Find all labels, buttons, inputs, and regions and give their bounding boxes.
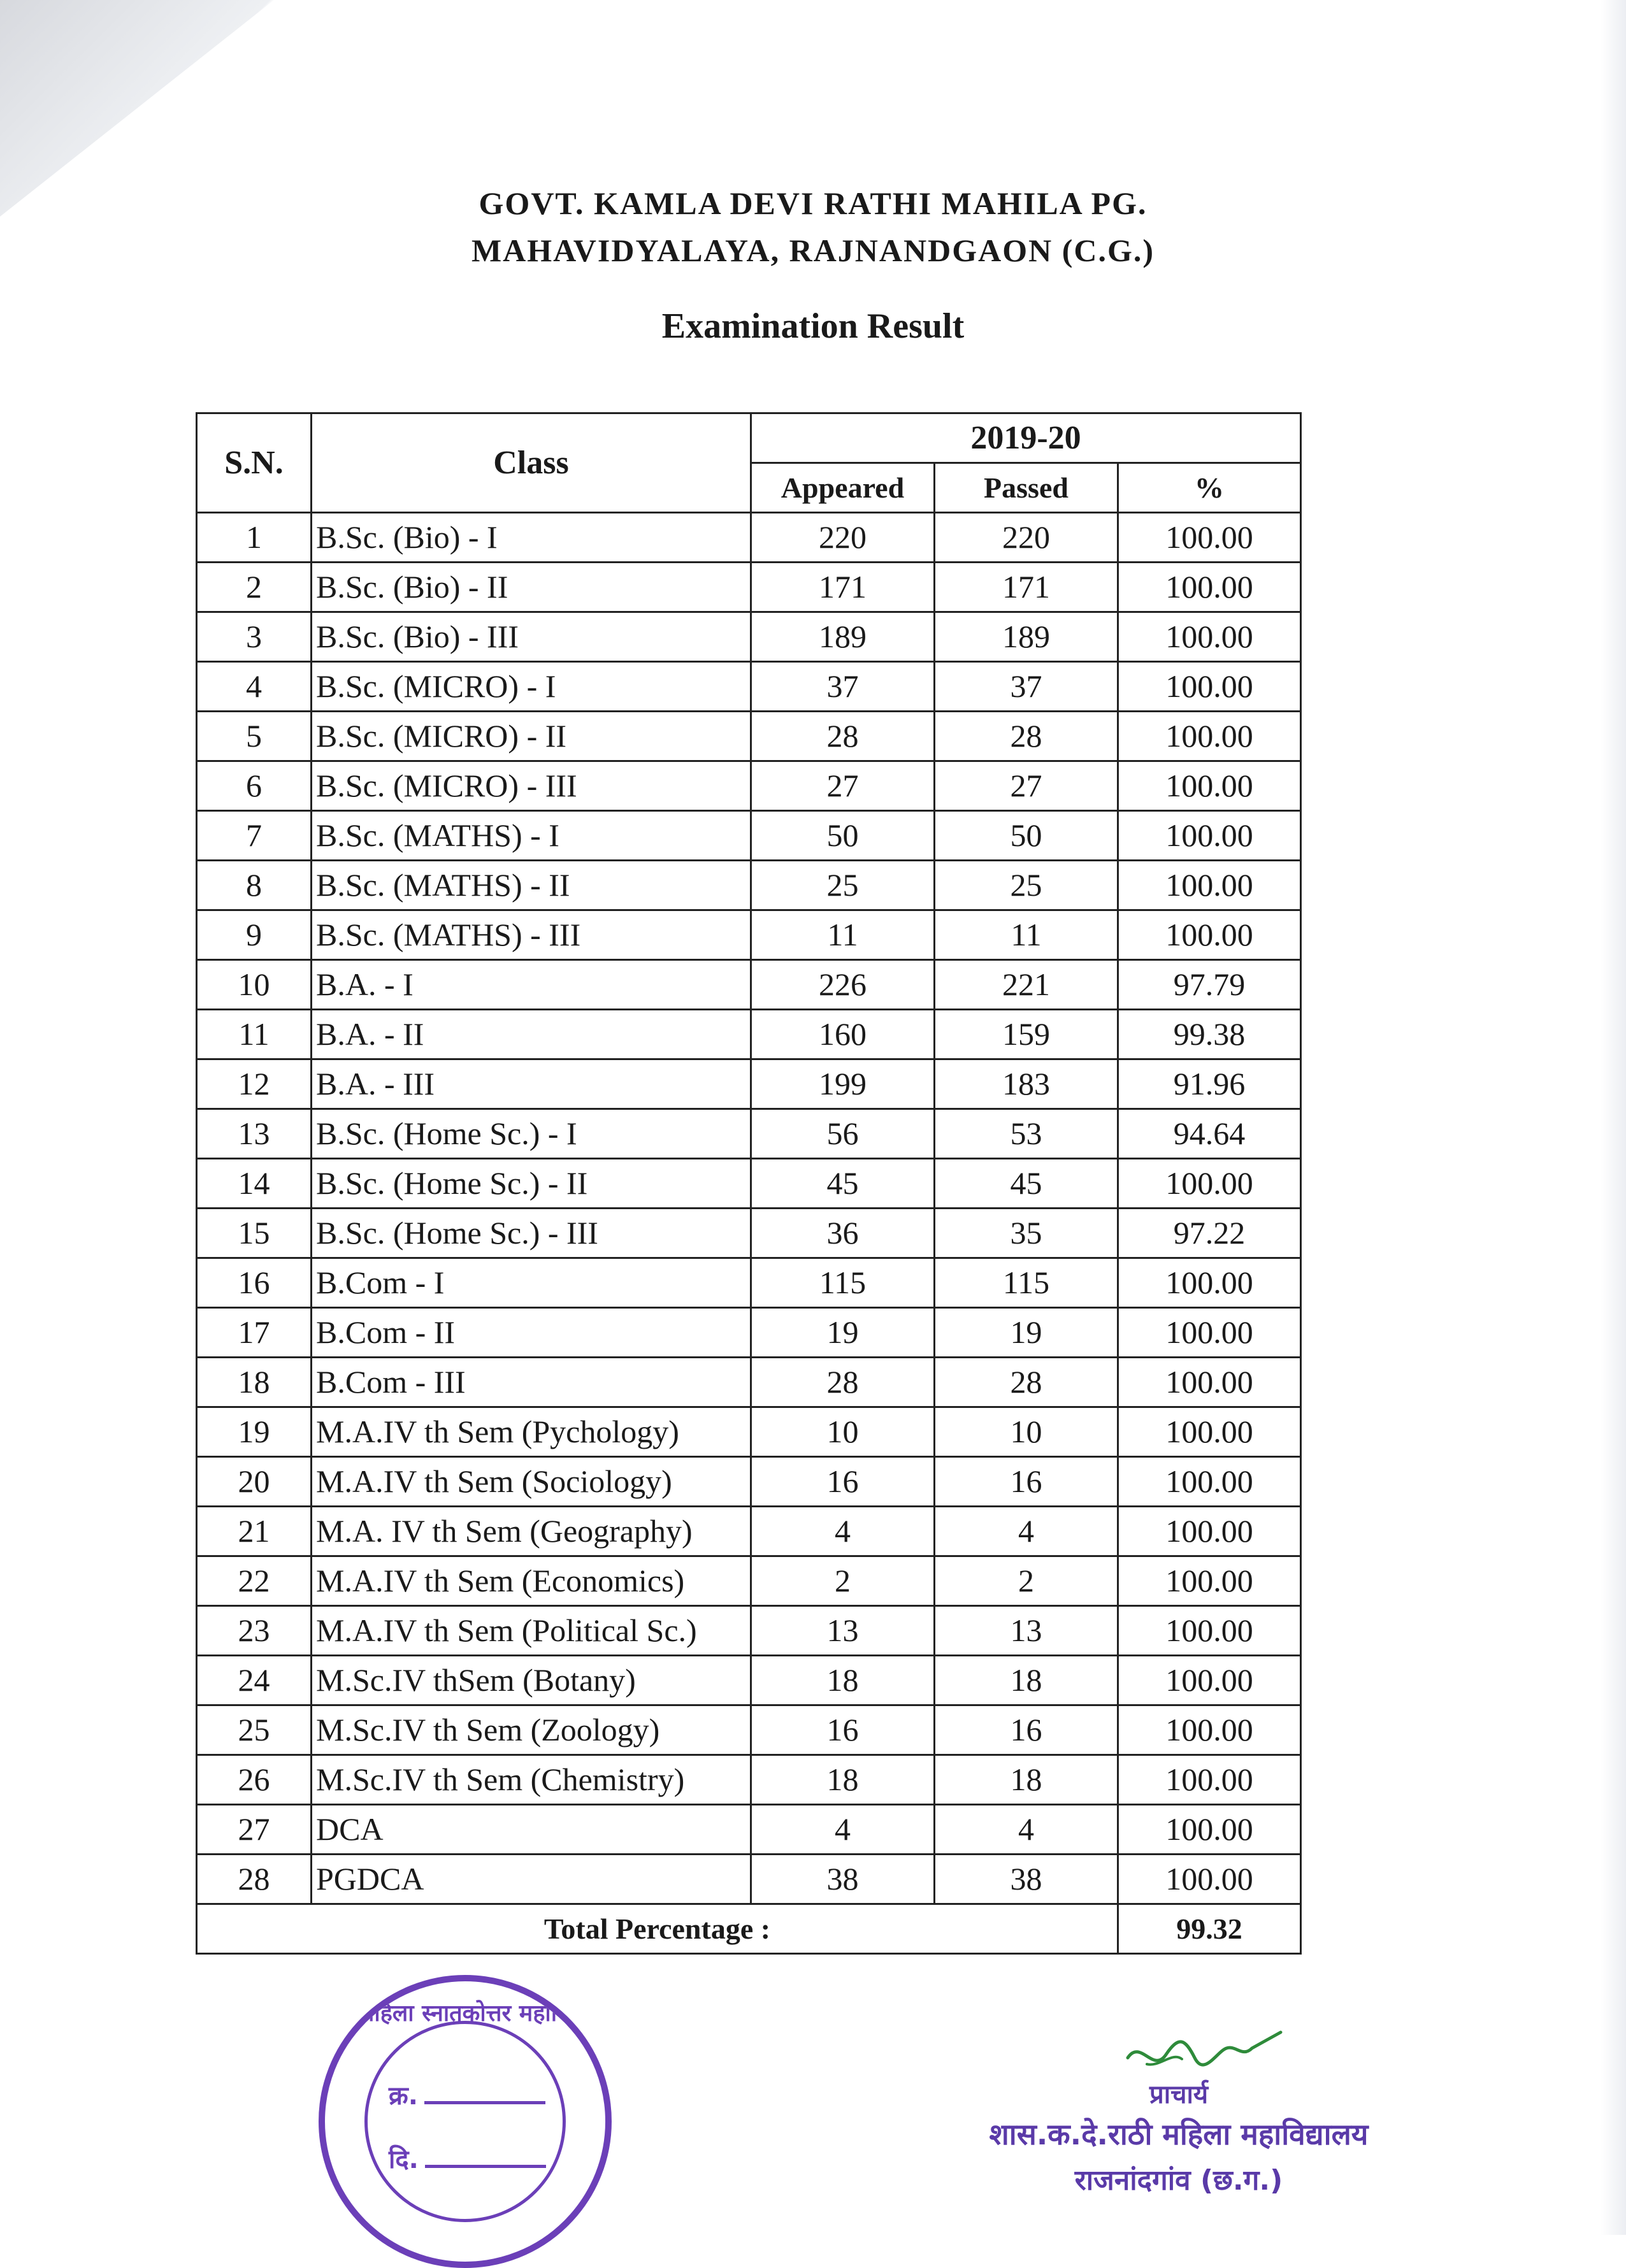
cell-appeared: 226 <box>751 960 935 1010</box>
cell-class: B.Sc. (Home Sc.) - II <box>312 1159 751 1209</box>
cell-sn: 11 <box>197 1010 312 1059</box>
seal-ring-text: महिला स्नातकोत्तर महावि <box>360 2000 570 2027</box>
cell-percent: 100.00 <box>1118 1606 1301 1656</box>
cell-sn: 2 <box>197 563 312 612</box>
table-row <box>197 1656 1301 1705</box>
cell-class: B.A. - III <box>312 1059 751 1109</box>
cell-sn: 5 <box>197 712 312 761</box>
cell-sn: 7 <box>197 811 312 861</box>
principal-place-stamp: राजनांदगांव (छ.ग.) <box>1074 2164 1283 2197</box>
cell-appeared: 27 <box>751 761 935 811</box>
table-row <box>197 563 1301 612</box>
table-row <box>197 761 1301 811</box>
cell-passed: 221 <box>935 960 1118 1010</box>
cell-passed: 18 <box>935 1755 1118 1805</box>
cell-percent: 100.00 <box>1118 761 1301 811</box>
cell-appeared: 13 <box>751 1606 935 1656</box>
cell-percent: 100.00 <box>1118 662 1301 712</box>
cell-appeared: 18 <box>751 1656 935 1705</box>
cell-passed: 37 <box>935 662 1118 712</box>
cell-percent: 100.00 <box>1118 1308 1301 1358</box>
cell-appeared: 56 <box>751 1109 935 1159</box>
total-percentage-value: 99.32 <box>1118 1904 1301 1954</box>
cell-percent: 100.00 <box>1118 1656 1301 1705</box>
cell-sn: 26 <box>197 1755 312 1805</box>
table-row <box>197 1159 1301 1209</box>
cell-passed: 53 <box>935 1109 1118 1159</box>
cell-class: B.Sc. (MATHS) - I <box>312 811 751 861</box>
seal-number-field <box>389 2077 545 2112</box>
result-table-body <box>197 513 1301 1904</box>
cell-appeared: 37 <box>751 662 935 712</box>
cell-sn: 9 <box>197 910 312 960</box>
cell-passed: 4 <box>935 1507 1118 1556</box>
cell-percent: 94.64 <box>1118 1109 1301 1159</box>
cell-class: B.Sc. (Home Sc.) - III <box>312 1209 751 1258</box>
cell-percent: 100.00 <box>1118 1855 1301 1904</box>
cell-class: M.A. IV th Sem (Geography) <box>312 1507 751 1556</box>
cell-passed: 27 <box>935 761 1118 811</box>
cell-passed: 28 <box>935 1358 1118 1407</box>
table-row <box>197 612 1301 662</box>
college-name-line1: GOVT. KAMLA DEVI RATHI MAHILA PG. <box>478 185 1148 221</box>
table-row <box>197 1805 1301 1855</box>
cell-sn: 28 <box>197 1855 312 1904</box>
header-sn: S.N. <box>197 413 312 513</box>
cell-passed: 50 <box>935 811 1118 861</box>
cell-appeared: 189 <box>751 612 935 662</box>
cell-passed: 45 <box>935 1159 1118 1209</box>
table-row <box>197 1507 1301 1556</box>
cell-class: M.A.IV th Sem (Political Sc.) <box>312 1606 751 1656</box>
header-percent: % <box>1118 463 1301 513</box>
cell-class: B.Sc. (MICRO) - I <box>312 662 751 712</box>
result-table-footer <box>197 1904 1301 1954</box>
cell-passed: 171 <box>935 563 1118 612</box>
cell-appeared: 199 <box>751 1059 935 1109</box>
cell-sn: 6 <box>197 761 312 811</box>
header-class: Class <box>312 413 751 513</box>
cell-appeared: 28 <box>751 1358 935 1407</box>
table-row <box>197 1358 1301 1407</box>
table-row <box>197 811 1301 861</box>
table-row <box>197 1755 1301 1805</box>
cell-sn: 10 <box>197 960 312 1010</box>
cell-percent: 100.00 <box>1118 1358 1301 1407</box>
cell-passed: 16 <box>935 1705 1118 1755</box>
cell-percent: 100.00 <box>1118 563 1301 612</box>
cell-appeared: 220 <box>751 513 935 563</box>
table-row <box>197 1010 1301 1059</box>
cell-sn: 4 <box>197 662 312 712</box>
result-table-header <box>197 413 1301 513</box>
cell-class: B.Sc. (Bio) - I <box>312 513 751 563</box>
seal-date-field <box>389 2141 546 2176</box>
table-row <box>197 1457 1301 1507</box>
cell-passed: 2 <box>935 1556 1118 1606</box>
cell-sn: 8 <box>197 861 312 910</box>
cell-appeared: 160 <box>751 1010 935 1059</box>
cell-class: B.Com - II <box>312 1308 751 1358</box>
folded-corner <box>0 0 274 217</box>
cell-passed: 25 <box>935 861 1118 910</box>
cell-passed: 10 <box>935 1407 1118 1457</box>
cell-percent: 100.00 <box>1118 861 1301 910</box>
cell-percent: 100.00 <box>1118 513 1301 563</box>
table-row <box>197 1209 1301 1258</box>
cell-percent: 100.00 <box>1118 1805 1301 1855</box>
seal-date-label: दि. <box>389 2145 419 2174</box>
cell-class: B.A. - II <box>312 1010 751 1059</box>
table-row <box>197 1705 1301 1755</box>
cell-appeared: 16 <box>751 1705 935 1755</box>
cell-passed: 16 <box>935 1457 1118 1507</box>
cell-class: M.A.IV th Sem (Sociology) <box>312 1457 751 1507</box>
cell-passed: 35 <box>935 1209 1118 1258</box>
cell-class: M.A.IV th Sem (Economics) <box>312 1556 751 1606</box>
cell-percent: 100.00 <box>1118 910 1301 960</box>
cell-class: B.Com - I <box>312 1258 751 1308</box>
table-row <box>197 1308 1301 1358</box>
cell-percent: 100.00 <box>1118 811 1301 861</box>
cell-passed: 38 <box>935 1855 1118 1904</box>
table-row <box>197 960 1301 1010</box>
seal-date-line <box>425 2165 546 2168</box>
cell-appeared: 36 <box>751 1209 935 1258</box>
seal-number-label: क्र. <box>389 2081 418 2111</box>
cell-percent: 100.00 <box>1118 1258 1301 1308</box>
cell-class: DCA <box>312 1805 751 1855</box>
document-title: Examination Result <box>661 306 965 346</box>
cell-appeared: 45 <box>751 1159 935 1209</box>
cell-appeared: 11 <box>751 910 935 960</box>
cell-sn: 13 <box>197 1109 312 1159</box>
cell-sn: 15 <box>197 1209 312 1258</box>
cell-class: B.Sc. (Bio) - III <box>312 612 751 662</box>
cell-sn: 25 <box>197 1705 312 1755</box>
cell-appeared: 4 <box>751 1805 935 1855</box>
cell-appeared: 2 <box>751 1556 935 1606</box>
cell-appeared: 10 <box>751 1407 935 1457</box>
cell-passed: 4 <box>935 1805 1118 1855</box>
cell-passed: 18 <box>935 1656 1118 1705</box>
cell-sn: 20 <box>197 1457 312 1507</box>
cell-percent: 100.00 <box>1118 1755 1301 1805</box>
cell-percent: 100.00 <box>1118 1457 1301 1507</box>
cell-appeared: 38 <box>751 1855 935 1904</box>
table-row <box>197 1606 1301 1656</box>
cell-percent: 100.00 <box>1118 1407 1301 1457</box>
cell-appeared: 4 <box>751 1507 935 1556</box>
cell-passed: 28 <box>935 712 1118 761</box>
header-appeared: Appeared <box>751 463 935 513</box>
table-row <box>197 861 1301 910</box>
cell-sn: 12 <box>197 1059 312 1109</box>
college-name-line2: MAHAVIDYALAYA, RAJNANDGAON (C.G.) <box>471 233 1155 268</box>
table-row <box>197 513 1301 563</box>
cell-sn: 18 <box>197 1358 312 1407</box>
cell-percent: 100.00 <box>1118 1705 1301 1755</box>
table-row <box>197 1407 1301 1457</box>
cell-passed: 159 <box>935 1010 1118 1059</box>
cell-appeared: 28 <box>751 712 935 761</box>
cell-sn: 22 <box>197 1556 312 1606</box>
result-table <box>196 412 1302 1955</box>
cell-percent: 91.96 <box>1118 1059 1301 1109</box>
cell-sn: 23 <box>197 1606 312 1656</box>
cell-class: B.Sc. (MICRO) - II <box>312 712 751 761</box>
table-row <box>197 1059 1301 1109</box>
cell-sn: 19 <box>197 1407 312 1457</box>
cell-class: M.Sc.IV th Sem (Zoology) <box>312 1705 751 1755</box>
cell-percent: 100.00 <box>1118 712 1301 761</box>
table-row <box>197 712 1301 761</box>
cell-percent: 97.22 <box>1118 1209 1301 1258</box>
table-row <box>197 1109 1301 1159</box>
cell-appeared: 19 <box>751 1308 935 1358</box>
cell-class: M.Sc.IV thSem (Botany) <box>312 1656 751 1705</box>
cell-class: B.Sc. (MATHS) - III <box>312 910 751 960</box>
seal-number-line <box>424 2101 545 2104</box>
cell-sn: 21 <box>197 1507 312 1556</box>
header-year: 2019-20 <box>751 413 1301 463</box>
cell-class: B.Com - III <box>312 1358 751 1407</box>
principal-designation: प्राचार्य <box>1149 2080 1209 2109</box>
header-passed: Passed <box>935 463 1118 513</box>
cell-class: B.A. - I <box>312 960 751 1010</box>
cell-appeared: 171 <box>751 563 935 612</box>
cell-percent: 100.00 <box>1118 612 1301 662</box>
cell-appeared: 50 <box>751 811 935 861</box>
table-row <box>197 910 1301 960</box>
cell-passed: 13 <box>935 1606 1118 1656</box>
cell-percent: 100.00 <box>1118 1507 1301 1556</box>
cell-passed: 220 <box>935 513 1118 563</box>
cell-class: M.Sc.IV th Sem (Chemistry) <box>312 1755 751 1805</box>
cell-class: B.Sc. (MICRO) - III <box>312 761 751 811</box>
cell-class: B.Sc. (Bio) - II <box>312 563 751 612</box>
cell-sn: 17 <box>197 1308 312 1358</box>
cell-appeared: 115 <box>751 1258 935 1308</box>
table-row <box>197 1258 1301 1308</box>
cell-sn: 27 <box>197 1805 312 1855</box>
cell-passed: 115 <box>935 1258 1118 1308</box>
cell-sn: 14 <box>197 1159 312 1209</box>
cell-sn: 16 <box>197 1258 312 1308</box>
total-percentage-label: Total Percentage : <box>197 1904 1118 1954</box>
cell-appeared: 18 <box>751 1755 935 1805</box>
cell-appeared: 25 <box>751 861 935 910</box>
table-row <box>197 662 1301 712</box>
college-seal-stamp <box>319 1975 612 2268</box>
cell-percent: 100.00 <box>1118 1556 1301 1606</box>
cell-passed: 11 <box>935 910 1118 960</box>
cell-sn: 3 <box>197 612 312 662</box>
cell-passed: 189 <box>935 612 1118 662</box>
cell-percent: 99.38 <box>1118 1010 1301 1059</box>
cell-class: B.Sc. (MATHS) - II <box>312 861 751 910</box>
principal-signature <box>1121 2013 1287 2083</box>
cell-appeared: 16 <box>751 1457 935 1507</box>
cell-percent: 97.79 <box>1118 960 1301 1010</box>
cell-sn: 1 <box>197 513 312 563</box>
cell-sn: 24 <box>197 1656 312 1705</box>
cell-class: PGDCA <box>312 1855 751 1904</box>
cell-passed: 183 <box>935 1059 1118 1109</box>
cell-percent: 100.00 <box>1118 1159 1301 1209</box>
table-row <box>197 1556 1301 1606</box>
seal-inner-ring <box>364 2021 566 2222</box>
cell-passed: 19 <box>935 1308 1118 1358</box>
table-row <box>197 1855 1301 1904</box>
cell-class: B.Sc. (Home Sc.) - I <box>312 1109 751 1159</box>
principal-college-stamp: शास.क.दे.राठी महिला महाविद्यालय <box>989 2117 1369 2151</box>
cell-class: M.A.IV th Sem (Pychology) <box>312 1407 751 1457</box>
